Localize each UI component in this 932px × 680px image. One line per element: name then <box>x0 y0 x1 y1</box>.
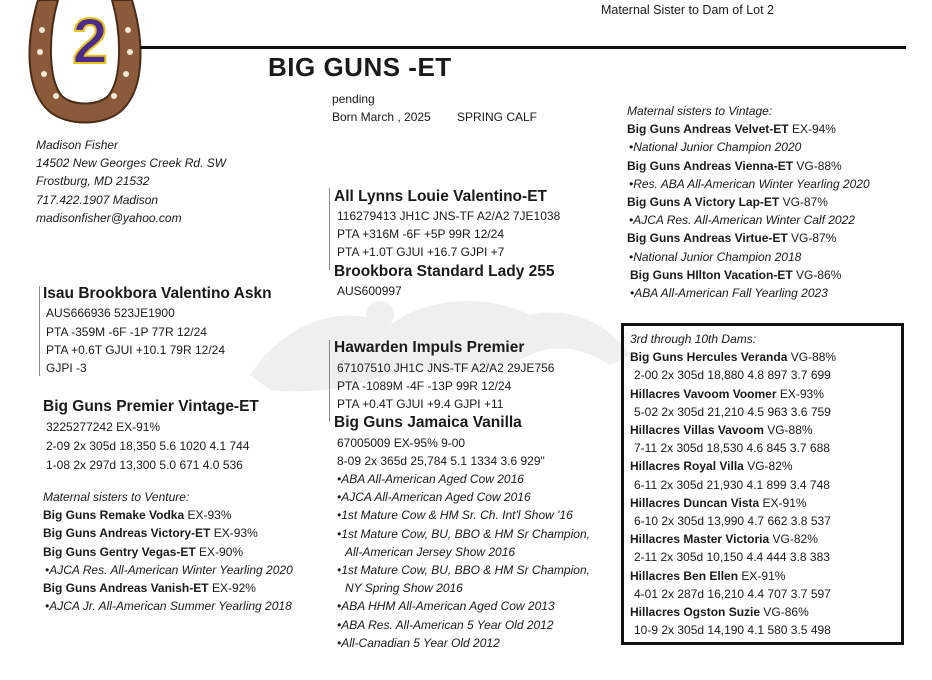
calf-class: SPRING CALF <box>457 110 538 124</box>
dam-line3: 1-08 2x 297d 13,300 5.0 671 4.0 536 <box>46 458 243 472</box>
dam-name: Big Guns Premier Vintage-ET <box>43 398 259 415</box>
dam-line1: 3225277242 EX-91% <box>46 420 161 434</box>
ss-name: Isau Brookbora Valentino Askn <box>43 285 272 302</box>
list-item-note: •Res. ABA All-American Winter Yearling 2020 <box>629 176 870 191</box>
list-item: Big Guns Andreas Vanish-ET EX-92% <box>43 581 256 596</box>
dam-row: Hillacres Vavoom Voomer EX-93% <box>630 386 824 401</box>
dam-line2: 2-09 2x 305d 18,350 5.6 1020 4.1 744 <box>46 439 250 453</box>
honor-item: •1st Mature Cow, BU, BBO & HM Sr Champion, <box>337 563 590 578</box>
pedigree-bracket <box>329 188 330 270</box>
honor-item: •1st Mature Cow & HM Sr. Ch. Int'l Show '16 <box>337 508 573 523</box>
consignor-address: 14502 New Georges Creek Rd. SW <box>36 156 227 171</box>
dam-row: Hillacres Ben Ellen EX-91% <box>630 568 786 583</box>
consignor-name: Madison Fisher <box>36 138 119 152</box>
list-item-note: •National Junior Champion 2018 <box>629 249 802 264</box>
consignor-phone: 717.422.1907 Madison <box>36 192 159 207</box>
consignor-city: Frostburg, MD 21532 <box>36 174 150 189</box>
list-item: Big Guns Andreas Victory-ET EX-93% <box>43 526 258 541</box>
dams-box-content <box>630 330 836 639</box>
sire-name: All Lynns Louie Valentino-ET <box>334 188 547 205</box>
dam-sire-line1: 67107510 JH1C JNS-TF A2/A2 29JE756 <box>337 361 555 375</box>
vintage-heading: Maternal sisters to Vintage: <box>627 104 773 118</box>
pedigree-bracket <box>329 340 330 422</box>
sire-dam-line1: AUS600997 <box>337 284 402 298</box>
honor-item: NY Spring Show 2016 <box>345 581 463 596</box>
honor-item: •1st Mature Cow, BU, BBO & HM Sr Champion, <box>337 526 590 541</box>
dam-row: Hillacres Master Victoria VG-82% <box>630 532 818 547</box>
dam-record: 2-00 2x 305d 18,880 4.8 897 3.7 699 <box>634 368 831 383</box>
sire-line2: PTA +316M -6F +5P 99R 12/24 <box>337 227 504 241</box>
dam-record: 5-02 2x 305d 21,210 4.5 963 3.6 759 <box>634 404 831 419</box>
dam-row: Hillacres Royal Villa VG-82% <box>630 459 793 474</box>
list-item-note: •AJCA Jr. All-American Summer Yearling 2018 <box>45 599 292 614</box>
sire-line1: 116279413 JH1C JNS-TF A2/A2 7JE1038 <box>337 209 561 223</box>
honor-item: •AJCA All-American Aged Cow 2016 <box>337 490 531 505</box>
ss-line4: GJPI -3 <box>46 361 87 375</box>
vintage-sisters <box>627 102 870 302</box>
list-item-note: •AJCA Res. All-American Winter Yearling 2020 <box>45 562 293 577</box>
honor-item: •ABA HHM All-American Aged Cow 2013 <box>337 599 555 614</box>
dam-record: 6-11 2x 305d 21,930 4.1 899 3.4 748 <box>634 477 830 492</box>
list-item-note: •ABA All-American Fall Yearling 2023 <box>630 286 828 301</box>
lot-number: 2 <box>72 5 108 77</box>
consignor-block <box>36 136 226 227</box>
dam-dam-line2: 8-09 2x 365d 25,784 5.1 1334 3.6 929" <box>337 454 545 468</box>
consignor-email: madisonfisher@yahoo.com <box>36 210 182 225</box>
ss-line2: PTA -359M -6F -1P 77R 12/24 <box>46 325 207 339</box>
venture-heading: Maternal sisters to Venture: <box>43 490 190 504</box>
status-text: pending <box>332 92 375 106</box>
dam-row: Hillacres Ogston Suzie VG-86% <box>630 605 809 620</box>
list-item: Big Guns HIlton Vacation-ET VG-86% <box>630 267 842 282</box>
list-item: Big Guns A Victory Lap-ET VG-87% <box>627 195 828 210</box>
dam-row: Big Guns Hercules Veranda VG-88% <box>630 350 837 365</box>
dam-record: 10-9 2x 305d 14,190 4.1 580 3.5 498 <box>634 623 831 638</box>
ss-line3: PTA +0.6T GJUI +10.1 79R 12/24 <box>46 343 225 357</box>
list-item-note: •AJCA Res. All-American Winter Calf 2022 <box>629 213 855 228</box>
dams-heading: 3rd through 10th Dams: <box>630 332 757 346</box>
birth-date: Born March , 2025 <box>332 110 431 124</box>
list-item: Big Guns Andreas Virtue-ET VG-87% <box>627 231 837 246</box>
dam-record: 6-10 2x 305d 13,990 4.7 662 3.8 537 <box>634 514 831 529</box>
list-item: Big Guns Andreas Vienna-ET VG-88% <box>627 158 842 173</box>
dam-sire-line2: PTA -1089M -4F -13P 99R 12/24 <box>337 379 512 393</box>
honor-item: All-American Jersey Show 2016 <box>345 544 516 559</box>
sire-line3: PTA +1.0T GJUI +16.7 GJPI +7 <box>337 245 505 259</box>
dam-record: 7-11 2x 305d 18,530 4.6 845 3.7 688 <box>634 441 830 456</box>
dam-dam-honors <box>337 470 590 652</box>
dam-record: 2-11 2x 305d 10,150 4.4 444 3.8 383 <box>634 550 830 565</box>
honor-item: •All-Canadian 5 Year Old 2012 <box>337 635 500 650</box>
honor-item: •ABA Res. All-American 5 Year Old 2012 <box>337 617 554 632</box>
honor-item: •ABA All-American Aged Cow 2016 <box>337 472 524 486</box>
lot-title: BIG GUNS -ET <box>268 52 452 82</box>
list-item: Big Guns Remake Vodka EX-93% <box>43 508 232 523</box>
list-item-note: •National Junior Champion 2020 <box>629 140 802 155</box>
pedigree-bracket <box>39 286 40 376</box>
list-item: Big Guns Gentry Vegas-ET EX-90% <box>43 544 244 559</box>
sire-dam-name: Brookbora Standard Lady 255 <box>334 263 555 280</box>
venture-sisters <box>43 488 293 615</box>
dam-sire-name: Hawarden Impuls Premier <box>334 339 525 356</box>
ss-line1: AUS666936 523JE1900 <box>46 306 175 320</box>
dam-dam-name: Big Guns Jamaica Vanilla <box>334 414 522 431</box>
dam-row: Hillacres Duncan Vista EX-91% <box>630 495 807 510</box>
dam-record: 4-01 2x 287d 16,210 4.4 707 3.7 597 <box>634 586 831 601</box>
header-rule <box>140 46 906 49</box>
dam-dam-line1: 67005009 EX-95% 9-00 <box>337 436 466 450</box>
list-item: Big Guns Andreas Velvet-ET EX-94% <box>627 122 836 137</box>
dam-row: Hillacres Villas Vavoom VG-88% <box>630 423 813 438</box>
dam-sire-line3: PTA +0.4T GJUI +9.4 GJPI +11 <box>337 397 504 411</box>
top-note: Maternal Sister to Dam of Lot 2 <box>601 3 774 17</box>
